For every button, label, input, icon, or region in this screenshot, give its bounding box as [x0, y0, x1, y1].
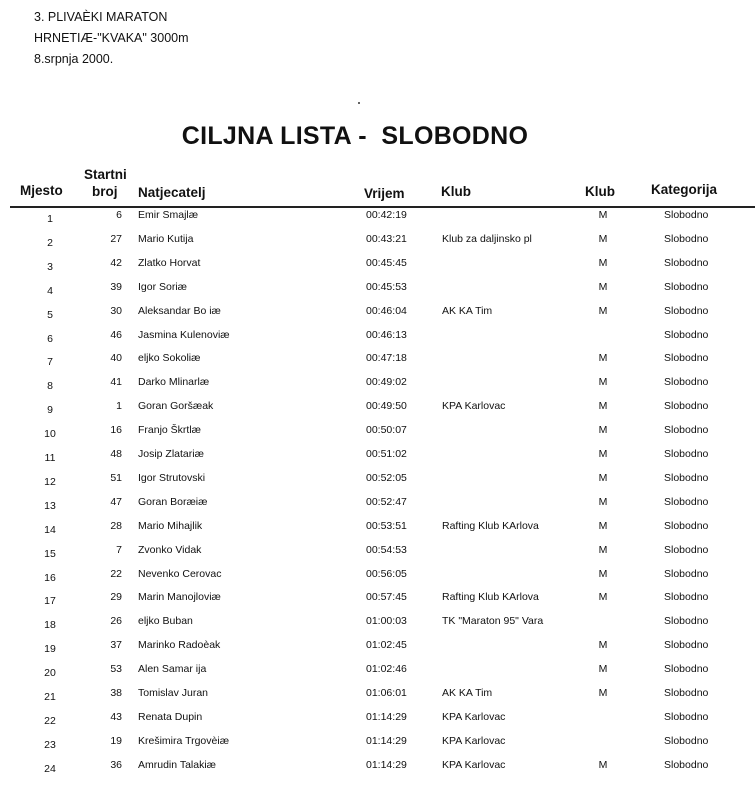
bib-cell: 39: [110, 280, 122, 293]
sex-cell: M: [598, 209, 608, 221]
name-cell: Josip Zlatariæ: [138, 448, 204, 460]
bib-cell: 28: [110, 519, 122, 532]
sex-cell: M: [598, 519, 608, 532]
place-cell: 14: [44, 523, 56, 536]
time-cell: 01:02:46: [366, 663, 407, 676]
place-cell: 24: [44, 762, 56, 775]
time-cell: 00:52:05: [366, 471, 407, 484]
sex-cell: M: [598, 424, 608, 437]
place-cell: 5: [47, 308, 53, 321]
name-cell: eljko Sokoliæ: [138, 352, 201, 365]
page-title: CILJNA LISTA - SLOBODNO: [181, 122, 529, 150]
event-title: 3. PLIVAÈKI MARATON: [34, 10, 168, 24]
category-cell: Slobodno: [664, 639, 709, 652]
bib-cell: 7: [116, 543, 122, 556]
bib-cell: 16: [110, 424, 122, 437]
place-cell: 12: [44, 475, 56, 488]
place-cell: 11: [44, 452, 56, 464]
category-cell: Slobodno: [664, 448, 709, 460]
table-row: [0, 329, 755, 353]
table-row: [0, 711, 755, 735]
time-cell: 00:50:07: [366, 424, 407, 437]
bib-cell: 42: [110, 256, 122, 269]
place-cell: 13: [44, 499, 56, 512]
time-cell: 00:46:04: [366, 304, 407, 317]
club-cell: Rafting Klub KArlova: [442, 519, 539, 532]
bib-cell: 51: [110, 471, 122, 484]
bib-cell: 37: [110, 639, 122, 652]
table-row: [0, 233, 755, 257]
event-location: HRNETIÆ-"KVAKA" 3000m: [34, 31, 189, 45]
place-cell: 18: [44, 619, 56, 632]
category-cell: Slobodno: [664, 758, 709, 771]
bib-cell: 36: [110, 758, 122, 771]
time-cell: 00:46:13: [366, 328, 407, 341]
col-name-header: Natjecatelj: [138, 185, 206, 200]
time-cell: 01:14:29: [366, 710, 407, 723]
category-cell: Slobodno: [664, 352, 709, 365]
place-cell: 4: [47, 284, 53, 297]
bib-cell: 53: [110, 663, 122, 676]
club-cell: AK KA Tim: [442, 687, 493, 699]
category-cell: Slobodno: [664, 710, 709, 723]
club-cell: Klub za daljinsko pl: [442, 232, 532, 245]
category-cell: Slobodno: [664, 424, 709, 437]
table-row: [0, 520, 755, 544]
bib-cell: 6: [116, 209, 122, 221]
place-cell: 23: [44, 738, 56, 751]
sex-cell: M: [598, 495, 608, 508]
category-cell: Slobodno: [664, 256, 709, 269]
sex-cell: M: [598, 232, 608, 245]
bib-cell: 48: [110, 448, 122, 460]
time-cell: 00:45:45: [366, 256, 407, 269]
name-cell: Zvonko Vidak: [138, 543, 202, 556]
club-cell: Rafting Klub KArlova: [442, 591, 539, 604]
sex-cell: M: [598, 400, 608, 413]
club-cell: KPA Karlovac: [442, 400, 506, 413]
category-cell: Slobodno: [664, 519, 709, 532]
bib-cell: 41: [110, 376, 122, 389]
time-cell: 00:42:19: [366, 209, 407, 221]
table-row: [0, 448, 755, 472]
name-cell: Zlatko Horvat: [138, 256, 201, 269]
time-cell: 00:54:53: [366, 543, 407, 556]
name-cell: Tomislav Juran: [138, 687, 209, 699]
time-cell: 01:02:45: [366, 639, 407, 652]
place-cell: 20: [44, 667, 56, 680]
time-cell: 00:45:53: [366, 280, 407, 293]
name-cell: Marinko Radoèak: [138, 639, 221, 652]
time-cell: 00:57:45: [366, 591, 407, 604]
place-cell: 21: [44, 691, 56, 703]
sex-cell: M: [598, 639, 608, 652]
category-cell: Slobodno: [664, 280, 709, 293]
table-row: [0, 639, 755, 663]
name-cell: Mario Kutija: [138, 232, 194, 245]
time-cell: 00:52:47: [366, 495, 407, 508]
name-cell: Mario Mihajlik: [138, 519, 203, 532]
category-cell: Slobodno: [664, 328, 709, 341]
table-row: [0, 735, 755, 759]
sex-cell: M: [598, 471, 608, 484]
table-row: [0, 687, 755, 711]
name-cell: Emir Smajlæ: [138, 209, 199, 221]
table-row: [0, 281, 755, 305]
table-row: [0, 257, 755, 281]
name-cell: Nevenko Cerovac: [138, 567, 222, 580]
time-cell: 01:00:03: [366, 615, 407, 628]
time-cell: 00:51:02: [366, 448, 407, 460]
club-cell: KPA Karlovac: [442, 758, 506, 771]
col-club-header: Klub: [441, 184, 471, 199]
club-cell: KPA Karlovac: [442, 710, 506, 723]
name-cell: Darko Mlinarlæ: [138, 376, 210, 389]
category-cell: Slobodno: [664, 471, 709, 484]
bib-cell: 27: [110, 232, 122, 245]
club-cell: AK KA Tim: [442, 304, 493, 317]
bib-cell: 43: [110, 710, 122, 723]
time-cell: 00:43:21: [366, 232, 407, 245]
category-cell: Slobodno: [664, 663, 709, 676]
category-cell: Slobodno: [664, 567, 709, 580]
name-cell: Goran Goršæak: [138, 400, 214, 413]
sex-cell: M: [598, 663, 608, 676]
name-cell: Renata Dupin: [138, 710, 203, 723]
time-cell: 00:47:18: [366, 352, 407, 365]
name-cell: eljko Buban: [138, 615, 193, 628]
event-date: 8.srpnja 2000.: [34, 52, 114, 66]
bib-cell: 19: [110, 734, 122, 747]
sex-cell: M: [598, 567, 608, 580]
table-row: [0, 424, 755, 448]
club-cell: TK "Maraton 95" Vara: [442, 615, 544, 628]
table-row: [0, 615, 755, 639]
place-cell: 16: [44, 571, 56, 584]
place-cell: 9: [47, 404, 53, 417]
bib-cell: 40: [110, 352, 122, 365]
name-cell: Marin Manojloviæ: [138, 591, 221, 604]
col-sex-header: Klub: [585, 184, 615, 199]
category-cell: Slobodno: [664, 543, 709, 556]
sex-cell: M: [598, 352, 608, 365]
table-row: [0, 568, 755, 592]
stray-dot: [358, 102, 360, 104]
bib-cell: 47: [110, 495, 122, 508]
category-cell: Slobodno: [664, 495, 709, 508]
category-cell: Slobodno: [664, 232, 709, 245]
name-cell: Aleksandar Bo iæ: [138, 304, 221, 317]
bib-cell: 26: [110, 615, 122, 628]
name-cell: Amrudin Talakiæ: [138, 758, 217, 771]
time-cell: 00:56:05: [366, 567, 407, 580]
bib-cell: 22: [110, 567, 122, 580]
table-row: [0, 305, 755, 329]
time-cell: 00:49:50: [366, 400, 407, 413]
category-cell: Slobodno: [664, 591, 709, 604]
table-row: [0, 209, 755, 233]
place-cell: 10: [44, 428, 56, 441]
category-cell: Slobodno: [664, 734, 709, 747]
category-cell: Slobodno: [664, 400, 709, 413]
time-cell: 01:14:29: [366, 758, 407, 771]
name-cell: Goran Boræiæ: [138, 495, 208, 508]
table-row: [0, 376, 755, 400]
time-cell: 00:49:02: [366, 376, 407, 389]
bib-cell: 1: [116, 400, 122, 413]
time-cell: 00:53:51: [366, 519, 407, 532]
club-cell: KPA Karlovac: [442, 734, 506, 747]
header-divider: [10, 206, 755, 208]
place-cell: 17: [44, 595, 56, 608]
table-row: [0, 352, 755, 376]
bib-cell: 38: [110, 687, 122, 699]
name-cell: Krešimira Trgovèiæ: [138, 734, 230, 747]
sex-cell: M: [598, 448, 608, 460]
place-cell: 2: [47, 236, 53, 249]
table-row: [0, 759, 755, 783]
table-row: [0, 591, 755, 615]
place-cell: 8: [47, 380, 53, 393]
place-cell: 7: [47, 356, 53, 369]
table-row: [0, 544, 755, 568]
place-cell: 15: [44, 547, 56, 560]
col-place-header: Mjesto: [20, 183, 63, 198]
sex-cell: M: [598, 758, 608, 771]
category-cell: Slobodno: [664, 209, 709, 221]
bib-cell: 30: [110, 304, 122, 317]
sex-cell: M: [598, 687, 608, 699]
table-row: [0, 496, 755, 520]
bib-cell: 29: [110, 591, 122, 604]
sex-cell: M: [598, 591, 608, 604]
table-row: [0, 400, 755, 424]
table-row: [0, 472, 755, 496]
time-cell: 01:06:01: [366, 687, 407, 699]
sex-cell: M: [598, 543, 608, 556]
time-cell: 01:14:29: [366, 734, 407, 747]
col-time-header: Vrijem: [364, 186, 405, 201]
name-cell: Igor Strutovski: [138, 471, 206, 484]
category-cell: Slobodno: [664, 304, 709, 317]
sex-cell: M: [598, 280, 608, 293]
bib-cell: 46: [110, 328, 122, 341]
col-bib-header-line1: Startni: [84, 167, 127, 182]
col-bib-header-line2: broj: [92, 184, 118, 199]
name-cell: Alen Samar ija: [138, 663, 207, 676]
name-cell: Franjo Škrtlæ: [138, 424, 202, 437]
category-cell: Slobodno: [664, 687, 709, 699]
category-cell: Slobodno: [664, 376, 709, 389]
table-row: [0, 663, 755, 687]
category-cell: Slobodno: [664, 615, 709, 628]
place-cell: 1: [47, 213, 53, 225]
sex-cell: M: [598, 376, 608, 389]
name-cell: Jasmina Kulenoviæ: [138, 328, 230, 341]
place-cell: 6: [47, 332, 53, 345]
sex-cell: M: [598, 256, 608, 269]
place-cell: 3: [47, 260, 53, 273]
col-category-header: Kategorija: [651, 182, 718, 197]
name-cell: Igor Soriæ: [138, 280, 188, 293]
place-cell: 19: [44, 643, 56, 656]
place-cell: 22: [44, 714, 56, 727]
sex-cell: M: [598, 304, 608, 317]
